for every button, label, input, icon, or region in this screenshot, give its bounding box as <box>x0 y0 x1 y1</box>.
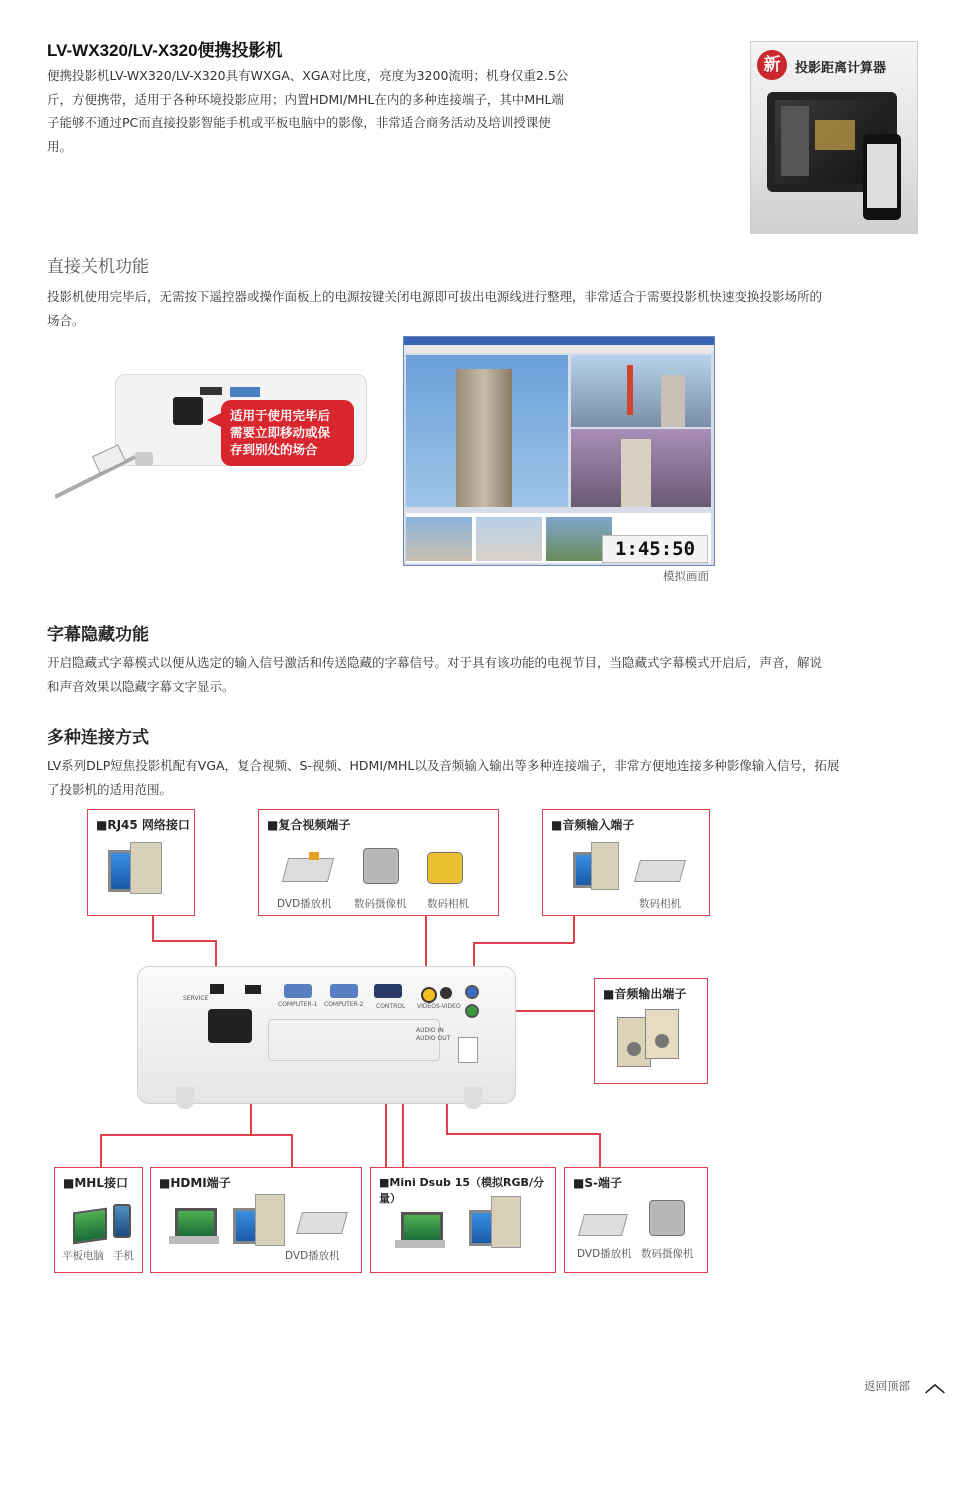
captions-text <box>47 651 937 698</box>
item-tablet: 平板电脑 <box>62 1250 104 1262</box>
item-camcorder: 数码摄像机 <box>641 1248 694 1260</box>
power-socket <box>208 1009 252 1043</box>
hdmi-port <box>245 985 261 994</box>
service-label: SERVICE <box>183 995 209 1002</box>
power-cord <box>55 422 175 502</box>
item-camera: 数码相机 <box>639 898 681 910</box>
box-title: ■MHL接口 <box>63 1176 128 1190</box>
box-title: ■S-端子 <box>573 1176 622 1190</box>
box-mhl <box>54 1167 143 1273</box>
box-rj45 <box>87 809 195 916</box>
camcorder-icon <box>649 1200 685 1236</box>
box-title: ■音频输入端子 <box>551 818 635 832</box>
svideo-port <box>440 987 452 999</box>
item-dvd: DVD播放机 <box>285 1250 340 1262</box>
intro-line: 便携投影机LV-WX320/LV-X320具有WXGA、XGA对比度，亮度为3200流明；机身仅重2.5公 <box>47 68 569 83</box>
new-badge: 新 <box>757 50 787 80</box>
simulated-screen <box>403 336 715 566</box>
direct-off-text <box>47 285 937 332</box>
dvd-player-icon <box>578 1214 628 1236</box>
svideo-label: S-VIDEO <box>436 1003 461 1010</box>
projector-rear <box>137 966 516 1104</box>
product-title: LV-WX320/LV-X320便携投影机 <box>47 41 283 60</box>
audio-in-label: AUDIO IN <box>416 1027 444 1034</box>
box-dsub <box>370 1167 556 1273</box>
captions-line: 开启隐藏式字幕模式以便从选定的输入信号激活和传送隐藏的字幕信号。对于具有该功能的电视节目，当隐藏式字幕模式开启后，声音，解说 <box>47 655 823 670</box>
box-title: ■HDMI端子 <box>159 1176 231 1190</box>
camcorder-icon <box>363 848 399 884</box>
dvd-player-icon <box>296 1212 348 1234</box>
dvd-player-icon <box>634 860 686 882</box>
box-title: ■音频输出端子 <box>603 987 687 1001</box>
tablet-icon <box>73 1208 107 1245</box>
callout-line: 适用于使用完毕后 <box>230 408 331 423</box>
calculator-label: 投影距离计算器 <box>795 61 887 76</box>
distance-calculator-banner[interactable] <box>750 41 918 234</box>
direct-off-line: 投影机使用完毕后，无需按下遥控器或操作面板上的电源按键关闭电源即可拔出电源线进行整理，非常适合于需要投影机快速变换投影场所的 <box>47 289 823 304</box>
box-hdmi <box>150 1167 362 1273</box>
captions-line: 和声音效果以隐藏字幕文字显示。 <box>47 678 235 694</box>
simulated-caption: 模拟画面 <box>663 569 709 583</box>
camera-icon <box>427 852 463 884</box>
item-phone: 手机 <box>113 1250 134 1262</box>
control-port <box>374 984 402 998</box>
rj45-port <box>210 984 224 994</box>
connections-line: 了投影机的适用范围。 <box>47 781 173 797</box>
box-audio-out <box>594 978 708 1084</box>
tower-image <box>571 429 711 507</box>
box-audio-in <box>542 809 710 916</box>
section-title-direct-off: 直接关机功能 <box>47 257 149 277</box>
city-image <box>571 355 711 427</box>
intro-line: 子能够不通过PC而直接投影智能手机或平板电脑中的影像，非常适合商务活动及培训授课使 <box>47 115 551 130</box>
item-dvd: DVD播放机 <box>277 898 332 910</box>
box-title: ■Mini Dsub 15（模拟RGB/分量） <box>379 1176 544 1205</box>
box-svideo <box>564 1167 708 1273</box>
timer-display: 1:45:50 <box>602 535 708 563</box>
intro-line: 用。 <box>47 138 73 154</box>
intro-line: 斤，方便携带，适用于各种环境投影应用；内置HDMI/MHL在内的多种连接端子，其中MHL端 <box>47 91 565 107</box>
computer2-port <box>330 984 358 998</box>
box-title: ■RJ45 网络接口 <box>96 818 190 832</box>
phone-icon <box>113 1204 131 1238</box>
callout-line: 需要立即移动或保 <box>230 425 331 440</box>
control-label: CONTROL <box>376 1003 406 1010</box>
building-image <box>406 355 568 507</box>
callout-line: 存到别处的场合 <box>230 442 318 457</box>
direct-off-line: 场合。 <box>47 312 85 328</box>
connections-text <box>47 754 937 801</box>
section-title-connections: 多种连接方式 <box>47 728 149 748</box>
back-to-top-link[interactable]: 返回顶部 <box>864 1379 910 1393</box>
audio-out-port <box>465 1004 479 1018</box>
speaker-icon <box>645 1009 679 1059</box>
computer1-label: COMPUTER-1 <box>278 1001 318 1008</box>
box-title: ■复合视频端子 <box>267 818 351 832</box>
section-title-captions: 字幕隐藏功能 <box>47 625 149 645</box>
computer2-label: COMPUTER-2 <box>324 1001 364 1008</box>
audio-in-port <box>465 985 479 999</box>
computer1-port <box>284 984 312 998</box>
item-camera: 数码相机 <box>427 898 469 910</box>
phone-image <box>863 134 901 220</box>
callout-bubble <box>221 400 354 466</box>
dvd-player-icon <box>282 858 334 882</box>
power-plug-illustration <box>55 362 365 502</box>
audio-out-label: AUDIO OUT <box>416 1035 451 1042</box>
item-camcorder: 数码摄像机 <box>354 898 407 910</box>
intro-text <box>47 64 647 158</box>
connections-line: LV系列DLP短焦投影机配有VGA，复合视频、S-视频、HDMI/MHL以及音频输入输出等多种连接端子，非常方便地连接多种影像输入信号，拓展 <box>47 758 840 773</box>
video-label: VIDEO <box>417 1003 437 1010</box>
item-dvd: DVD播放机 <box>577 1248 632 1260</box>
video-port <box>421 987 437 1003</box>
box-composite <box>258 809 499 916</box>
chevron-up-icon[interactable]: ︿ <box>925 1372 945 1396</box>
